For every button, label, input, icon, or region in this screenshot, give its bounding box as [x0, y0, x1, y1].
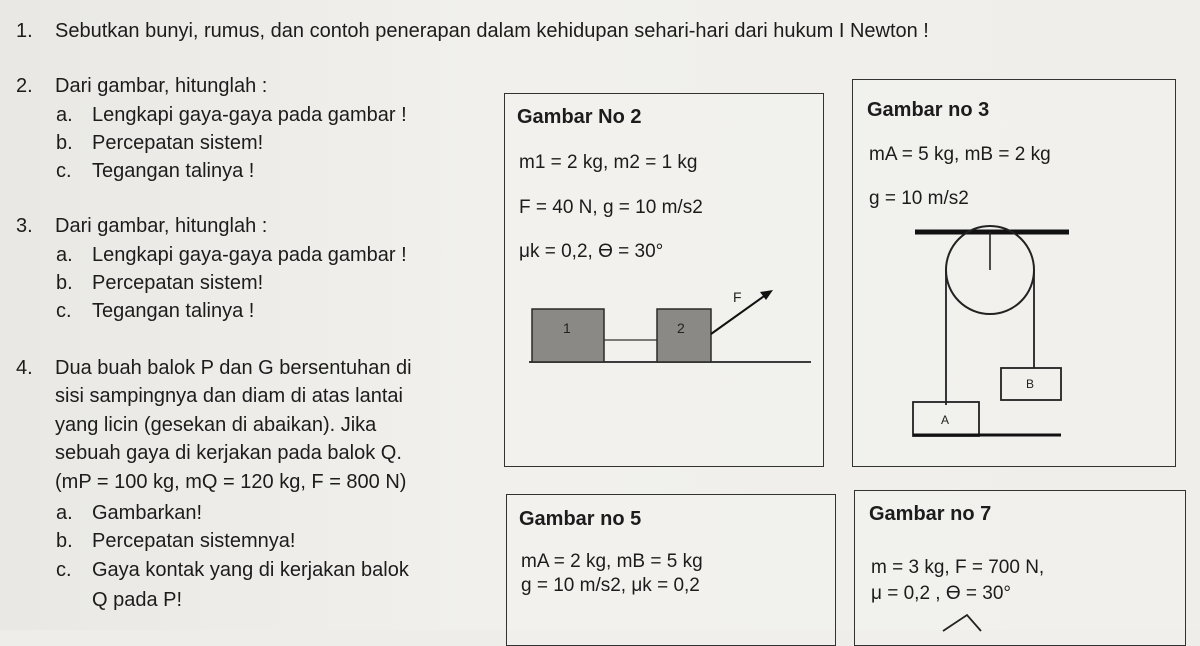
figure-5-box: [506, 494, 836, 646]
figure-title: Gambar No 2: [517, 106, 642, 128]
question-number: 1.: [16, 20, 33, 42]
question-number: 3.: [16, 215, 33, 237]
figure-title: Gambar no 3: [867, 99, 990, 121]
figure-2-force-gravity: F = 40 N, g = 10 m/s2: [519, 197, 703, 218]
figure-2-masses: m1 = 2 kg, m2 = 1 kg: [519, 152, 698, 173]
question-number: 4.: [16, 357, 33, 379]
question-text: Dari gambar, hitunglah :: [55, 75, 268, 97]
figure-title: Gambar no 5: [519, 508, 642, 530]
figure-5-masses: mA = 2 kg, mB = 5 kg: [521, 551, 703, 572]
block-a-label: A: [941, 413, 950, 427]
figure-7-diagram: [855, 491, 1185, 645]
question-number: 2.: [16, 75, 33, 97]
figure-2-friction-angle: μk = 0,2, ϴ = 30°: [519, 241, 664, 262]
block-1-label: 1: [563, 320, 571, 336]
figure-5-gravity-friction: g = 10 m/s2, μk = 0,2: [521, 575, 700, 596]
incline-fragment: [943, 615, 981, 631]
figure-3-gravity: g = 10 m/s2: [869, 188, 969, 209]
question-text: Dari gambar, hitunglah :: [55, 215, 268, 237]
figure-2-box: [504, 93, 824, 467]
question-text: Sebutkan bunyi, rumus, dan contoh penerapan dalam kehidupan sehari-hari dari hukum I Newton !: [55, 20, 929, 42]
figure-title: Gambar no 7: [869, 503, 992, 525]
figure-3-diagram: [853, 80, 1175, 466]
question-line: Dua buah balok P dan G bersentuhan di: [55, 357, 412, 379]
figure-7-mass-force: m = 3 kg, F = 700 N,: [871, 557, 1045, 578]
figure-3-box: [852, 79, 1176, 467]
block-b-label: B: [1026, 377, 1035, 391]
figure-2-diagram: [505, 94, 823, 466]
figure-3-masses: mA = 5 kg, mB = 2 kg: [869, 144, 1051, 165]
block-2-label: 2: [677, 320, 685, 336]
force-label: F: [733, 289, 742, 305]
figure-7-box: [854, 490, 1186, 646]
figure-7-friction-angle: μ = 0,2 , ϴ = 30°: [871, 583, 1012, 604]
worksheet-page: 1. Sebutkan bunyi, rumus, dan contoh penerapan dalam kehidupan sehari-hari dari hukum I Newton ! 2. Dari gambar, hitunglah : a. Lengkapi gaya-gaya pada gambar ! b. Percepatan sistem! c. Tegangan talinya ! 3. Dari gambar, hitunglah : a. Lengkapi gaya-gaya pada gambar ! b. Percepatan sistem! c. Tegangan talinya ! 4. Dua buah balok P dan G bersentuhan di sisi sampingnya dan diam di atas lantai yang licin (gesekan di abaikan). Jika sebuah gaya di kerjakan pada balok Q. (mP = 100 kg, mQ = 120 kg, F = 800 N) a. Gambarkan! b. Percepatan sistemnya! c. Gaya kontak yang di kerjakan balok Q pada P! Gambar No 2 m1 = 2 kg, m2 = 1 kg F = 40 N, g = 10 m/s2 μk = 0,2, ϴ = 30° 1 2 F Gambar no 3 mA = 5 kg, mB = 2 kg g = 10 m/s2 A B Gambar no 5 mA = 2 kg, mB = 5 kg g = 10 m/s2, μk = 0,2 Gambar no 7 m = 3 kg, F = 700 N, μ = 0,2 , ϴ = 30°: [0, 0, 1200, 630]
